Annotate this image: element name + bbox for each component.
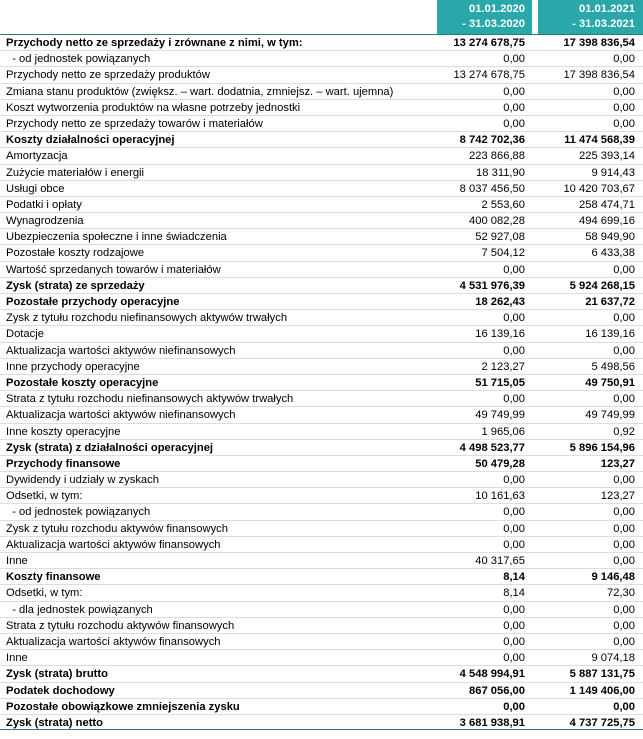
row-value-2020: 4 531 976,39 [459, 279, 525, 292]
row-value-2020: 13 274 678,75 [453, 69, 525, 82]
row-value-2021: 0,00 [613, 85, 635, 98]
table-header [0, 0, 643, 34]
table-row [0, 164, 643, 180]
row-label: Zmiana stanu produktów (zwiększ. – wart. dodatnia, zmniejsz. – wart. ujemna) [6, 85, 394, 98]
row-label: Przychody finansowe [6, 457, 121, 470]
row-value-2020: 0,00 [503, 344, 525, 357]
row-value-2020: 49 749,99 [475, 409, 525, 422]
table-row [0, 649, 643, 665]
row-value-2020: 51 715,05 [475, 376, 525, 389]
table-row [0, 34, 643, 50]
row-label: Koszt wytworzenia produktów na własne potrzeby jednostki [6, 101, 301, 114]
row-value-2020: 867 056,00 [469, 684, 525, 697]
row-value-2021: 0,00 [613, 117, 635, 130]
row-value-2021: 49 749,99 [585, 409, 635, 422]
row-value-2020: 7 504,12 [481, 247, 525, 260]
table-row [0, 439, 643, 455]
table-row [0, 682, 643, 698]
table-row [0, 568, 643, 584]
table-row [0, 325, 643, 341]
row-value-2021: 494 699,16 [579, 215, 635, 228]
row-value-2020: 1 965,06 [481, 425, 525, 438]
table-row [0, 228, 643, 244]
row-label: Zużycie materiałów i energii [6, 166, 145, 179]
row-label: Aktualizacja wartości aktywów finansowych [6, 538, 221, 551]
row-value-2020: 0,00 [503, 312, 525, 325]
row-value-2020: 52 927,08 [475, 231, 525, 244]
row-label: Strata z tytułu rozchodu aktywów finansowych [6, 619, 235, 632]
header-period-2020-end: - 31.03.2020 [462, 18, 525, 30]
table-row [0, 244, 643, 260]
row-label: Podatek dochodowy [6, 684, 115, 697]
row-label: Koszty działalności operacyjnej [6, 134, 175, 147]
row-value-2021: 5 887 131,75 [569, 668, 635, 681]
header-period-2021 [538, 0, 643, 34]
row-value-2020: 0,00 [503, 619, 525, 632]
row-value-2020: 4 548 994,91 [459, 668, 525, 681]
row-value-2021: 0,00 [613, 700, 635, 713]
row-value-2021: 0,00 [613, 538, 635, 551]
table-row [0, 212, 643, 228]
row-value-2020: 0,00 [503, 700, 525, 713]
table-row [0, 131, 643, 147]
row-value-2021: 1 149 406,00 [569, 684, 635, 697]
table-row [0, 487, 643, 503]
table-row [0, 50, 643, 66]
row-label: Zysk z tytułu rozchodu aktywów finansowych [6, 522, 228, 535]
row-value-2021: 0,00 [613, 474, 635, 487]
row-value-2020: 8,14 [503, 587, 525, 600]
row-value-2020: 0,00 [503, 538, 525, 551]
row-value-2021: 16 139,16 [585, 328, 635, 341]
header-period-2020-start: 01.01.2020 [469, 3, 525, 15]
row-label: Pozostałe koszty rodzajowe [6, 247, 145, 260]
table-row [0, 180, 643, 196]
row-value-2021: 123,27 [600, 457, 635, 470]
row-label: - dla jednostek powiązanych [6, 603, 153, 616]
row-label: Przychody netto ze sprzedaży towarów i materiałów [6, 117, 263, 130]
row-label: Dywidendy i udziały w zyskach [6, 474, 159, 487]
row-value-2021: 0,00 [613, 53, 635, 66]
table-row [0, 406, 643, 422]
row-value-2020: 0,00 [503, 53, 525, 66]
table-body [0, 34, 643, 730]
row-value-2020: 223 866,88 [469, 150, 525, 163]
row-label: Przychody netto ze sprzedaży produktów [6, 69, 210, 82]
row-value-2021: 0,00 [613, 101, 635, 114]
row-label: Aktualizacja wartości aktywów niefinansowych [6, 409, 236, 422]
table-row [0, 714, 643, 730]
row-value-2021: 17 398 836,54 [563, 69, 635, 82]
row-label: Dotacje [6, 328, 44, 341]
table-row [0, 277, 643, 293]
row-value-2021: 10 420 703,67 [563, 182, 635, 195]
row-value-2020: 8 037 456,50 [459, 182, 525, 195]
row-value-2021: 5 924 268,15 [569, 279, 635, 292]
row-label: Odsetki, w tym: [6, 490, 83, 503]
table-row [0, 665, 643, 681]
row-value-2021: 9 074,18 [591, 652, 635, 665]
row-value-2020: 400 082,28 [469, 215, 525, 228]
row-label: Wartość sprzedanych towarów i materiałów [6, 263, 221, 276]
table-row [0, 584, 643, 600]
row-value-2020: 40 317,65 [475, 555, 525, 567]
table-row [0, 309, 643, 325]
table-row [0, 698, 643, 714]
table-row [0, 147, 643, 163]
table-row [0, 99, 643, 115]
row-value-2021: 0,00 [613, 619, 635, 632]
row-value-2021: 6 433,38 [591, 247, 635, 260]
table-row [0, 423, 643, 439]
row-value-2021: 5 498,56 [591, 360, 635, 373]
table-row [0, 633, 643, 649]
row-value-2021: 21 637,72 [585, 296, 635, 308]
row-value-2021: 0,00 [613, 522, 635, 535]
row-value-2020: 2 553,60 [481, 198, 525, 211]
row-value-2021: 9 914,43 [591, 166, 635, 179]
table-row [0, 601, 643, 617]
row-value-2021: 0,00 [613, 393, 635, 406]
row-value-2021: 0,92 [613, 425, 635, 438]
table-row [0, 617, 643, 633]
row-value-2021: 5 896 154,96 [569, 441, 635, 454]
row-label: Przychody netto ze sprzedaży i zrównane z nimi, w tym: [6, 37, 303, 49]
row-value-2020: 2 123,27 [481, 360, 525, 373]
row-value-2020: 0,00 [503, 393, 525, 406]
row-label: Aktualizacja wartości aktywów niefinansowych [6, 344, 236, 357]
row-value-2020: 3 681 938,91 [459, 716, 525, 729]
row-value-2020: 13 274 678,75 [453, 37, 525, 49]
row-label: Strata z tytułu rozchodu niefinansowych aktywów trwałych [6, 393, 294, 406]
row-label: Ubezpieczenia społeczne i inne świadczenia [6, 231, 227, 244]
row-value-2021: 0,00 [613, 635, 635, 648]
header-period-2021-start: 01.01.2021 [579, 3, 635, 15]
row-label: Inne [6, 652, 28, 665]
row-value-2021: 225 393,14 [579, 150, 635, 163]
row-label: Odsetki, w tym: [6, 587, 83, 600]
table-row [0, 66, 643, 82]
row-label: Usługi obce [6, 182, 65, 195]
row-value-2020: 18 311,90 [476, 166, 525, 179]
row-value-2020: 0,00 [503, 101, 525, 114]
row-label: Koszty finansowe [6, 571, 101, 584]
row-value-2021: 58 949,90 [585, 231, 635, 244]
table-row [0, 520, 643, 536]
row-value-2021: 49 750,91 [585, 376, 635, 389]
row-value-2021: 72,30 [607, 587, 635, 600]
row-value-2021: 0,00 [613, 506, 635, 519]
row-label: - od jednostek powiązanych [6, 53, 151, 66]
row-value-2020: 0,00 [503, 117, 525, 130]
row-value-2020: 0,00 [503, 522, 525, 535]
table-row [0, 374, 643, 390]
row-value-2020: 18 262,43 [475, 296, 525, 308]
row-label: Zysk (strata) netto [6, 716, 103, 729]
row-label: Inne [6, 555, 28, 567]
row-value-2021: 258 474,71 [579, 198, 635, 211]
row-value-2021: 17 398 836,54 [563, 37, 635, 49]
row-label: Pozostałe przychody operacyjne [6, 296, 180, 308]
row-value-2020: 0,00 [503, 506, 525, 519]
row-label: Zysk (strata) z działalności operacyjnej [6, 441, 214, 454]
row-label: Podatki i opłaty [6, 198, 82, 211]
row-value-2021: 123,27 [600, 490, 635, 503]
row-label: Pozostałe obowiązkowe zmniejszenia zysku [6, 700, 240, 713]
row-value-2020: 0,00 [503, 603, 525, 616]
row-value-2020: 4 498 523,77 [459, 441, 525, 454]
table-row [0, 358, 643, 374]
row-value-2021: 0,00 [613, 555, 635, 567]
row-label: Wynagrodzenia [6, 215, 84, 228]
row-value-2020: 0,00 [503, 474, 525, 487]
table-row [0, 83, 643, 99]
table-row [0, 503, 643, 519]
row-label: Zysk (strata) ze sprzedaży [6, 279, 145, 292]
row-value-2020: 10 161,63 [475, 490, 525, 503]
row-label: Inne przychody operacyjne [6, 360, 140, 373]
row-value-2020: 0,00 [503, 635, 525, 648]
row-label: Aktualizacja wartości aktywów finansowych [6, 635, 221, 648]
table-row [0, 390, 643, 406]
table-row [0, 293, 643, 309]
table-row [0, 115, 643, 131]
row-value-2021: 9 146,48 [591, 571, 635, 584]
row-label: Pozostałe koszty operacyjne [6, 376, 159, 389]
header-period-2020 [437, 0, 532, 34]
row-label: Zysk (strata) brutto [6, 668, 108, 681]
row-value-2020: 8,14 [503, 571, 525, 584]
table-row [0, 552, 643, 568]
row-value-2020: 16 139,16 [475, 328, 525, 341]
row-value-2021: 0,00 [613, 263, 635, 276]
table-row [0, 471, 643, 487]
row-label: - od jednostek powiązanych [6, 506, 151, 519]
row-value-2021: 0,00 [613, 312, 635, 325]
header-label-spacer [0, 0, 437, 34]
table-row [0, 455, 643, 471]
row-value-2021: 0,00 [613, 603, 635, 616]
row-value-2020: 50 479,28 [475, 457, 525, 470]
row-value-2021: 0,00 [613, 344, 635, 357]
row-label: Zysk z tytułu rozchodu niefinansowych aktywów trwałych [6, 312, 288, 325]
table-row [0, 536, 643, 552]
row-value-2021: 11 474 568,39 [564, 134, 635, 147]
row-label: Amortyzacja [6, 150, 68, 163]
table-row [0, 261, 643, 277]
row-value-2020: 8 742 702,36 [459, 134, 525, 147]
table-row [0, 342, 643, 358]
header-period-2021-end: - 31.03.2021 [572, 18, 635, 30]
row-value-2020: 0,00 [503, 652, 525, 665]
row-value-2020: 0,00 [503, 263, 525, 276]
row-value-2021: 4 737 725,75 [569, 716, 635, 729]
row-label: Inne koszty operacyjne [6, 425, 121, 438]
table-row [0, 196, 643, 212]
row-value-2020: 0,00 [503, 85, 525, 98]
